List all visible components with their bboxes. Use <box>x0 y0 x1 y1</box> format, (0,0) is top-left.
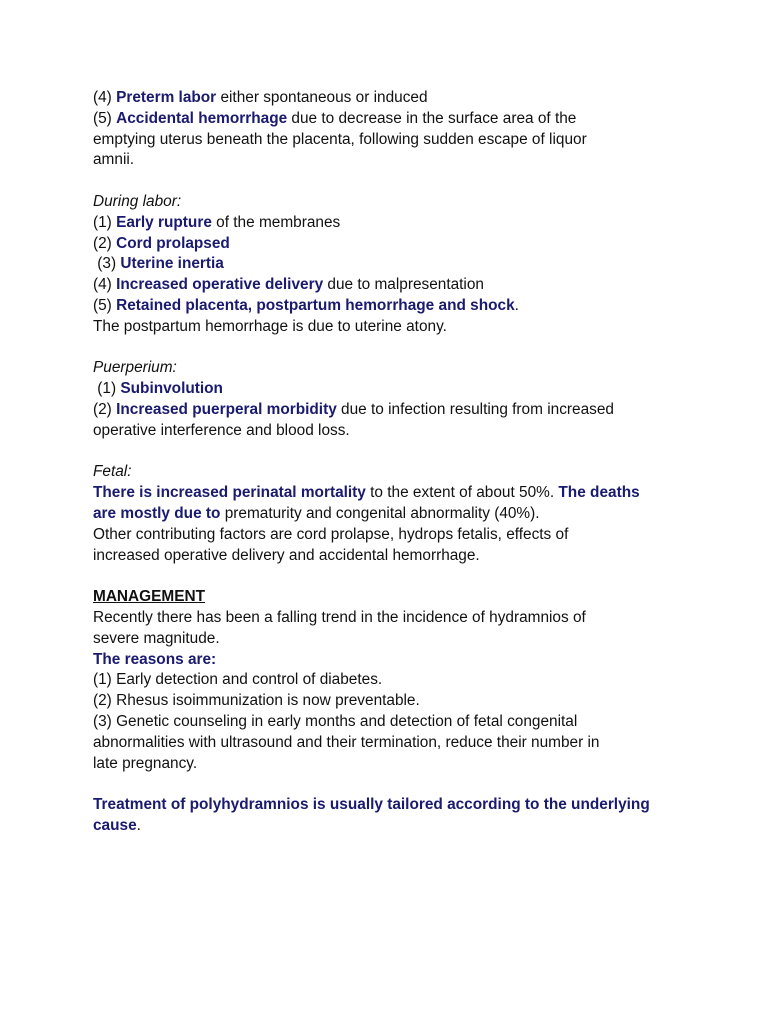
list-item: (1) Early detection and control of diabetes. <box>93 671 383 689</box>
item-text: . <box>136 816 141 834</box>
list-item: (2) Rhesus isoimmunization is now preventable. <box>93 692 420 710</box>
highlight-term: are mostly due to <box>93 504 221 522</box>
list-item <box>93 379 693 400</box>
highlight-term: cause <box>93 816 137 834</box>
highlight-term: Retained placenta, postpartum hemorrhage and shock <box>116 296 515 314</box>
list-item <box>93 254 693 275</box>
item-number: (5) <box>93 109 117 127</box>
item-text: due to infection resulting from increased <box>336 400 614 418</box>
text-line: increased operative delivery and accidental hemorrhage. <box>93 546 480 564</box>
item-number: (2) <box>93 400 117 418</box>
item-text: due to malpresentation <box>323 276 484 294</box>
section-heading-puerperium: Puerperium: <box>93 359 177 377</box>
section-heading-management: MANAGEMENT <box>93 588 206 606</box>
list-item <box>93 275 693 296</box>
item-text: either spontaneous or induced <box>216 89 428 106</box>
text-line <box>93 483 693 504</box>
item-text: of the membranes <box>211 213 341 231</box>
item-number: (4) <box>93 276 117 294</box>
text-line: amnii. <box>93 151 135 169</box>
item-text: to the extent of about 50%. <box>365 484 559 502</box>
highlight-term: Accidental hemorrhage <box>116 109 288 127</box>
highlight-term: Uterine inertia <box>120 255 224 273</box>
highlight-term: Subinvolution <box>120 380 223 398</box>
list-item <box>93 213 693 234</box>
item-number: (2) <box>93 234 117 252</box>
item-number: (3) <box>93 255 121 273</box>
text-line <box>93 504 693 525</box>
document-body <box>93 88 693 837</box>
text-line: late pregnancy. <box>93 754 198 772</box>
item-text: . <box>514 296 519 314</box>
highlight-term: Cord prolapsed <box>116 234 230 252</box>
item-number: (1) <box>93 213 117 231</box>
highlight-term: Increased puerperal morbidity <box>116 400 337 418</box>
section-heading-fetal: Fetal: <box>93 463 132 481</box>
text-line: emptying uterus beneath the placenta, following sudden escape of liquor <box>93 130 587 148</box>
item-number: (1) <box>93 380 121 398</box>
section-heading-during-labor: During labor: <box>93 192 182 210</box>
highlight-term: Early rupture <box>116 213 212 231</box>
highlight-term: There is increased perinatal mortality <box>93 484 366 502</box>
list-item: (3) Genetic counseling in early months and detection of fetal congenital <box>93 712 578 730</box>
reasons-heading: The reasons are: <box>93 650 217 668</box>
list-item <box>93 400 693 421</box>
text-line: operative interference and blood loss. <box>93 421 350 439</box>
treatment-statement: Treatment of polyhydramnios is usually tailored according to the underlying <box>93 796 650 814</box>
item-text: prematurity and congenital abnormality (40%). <box>220 504 540 522</box>
list-item <box>93 88 693 109</box>
list-item <box>93 234 693 255</box>
treatment-statement-end <box>93 816 693 837</box>
text-line: abnormalities with ultrasound and their termination, reduce their number in <box>93 733 600 751</box>
list-item <box>93 296 693 317</box>
highlight-term: Preterm labor <box>116 89 217 106</box>
highlight-term: Increased operative delivery <box>116 276 324 294</box>
text-line: The postpartum hemorrhage is due to uterine atony. <box>93 317 447 335</box>
item-text: due to decrease in the surface area of the <box>287 109 577 127</box>
text-line: severe magnitude. <box>93 629 220 647</box>
item-number: (4) <box>93 89 117 106</box>
item-number: (5) <box>93 296 117 314</box>
highlight-term: The deaths <box>558 484 640 502</box>
text-line: Other contributing factors are cord prolapse, hydrops fetalis, effects of <box>93 525 569 543</box>
text-line: Recently there has been a falling trend in the incidence of hydramnios of <box>93 608 586 626</box>
list-item <box>93 109 693 130</box>
